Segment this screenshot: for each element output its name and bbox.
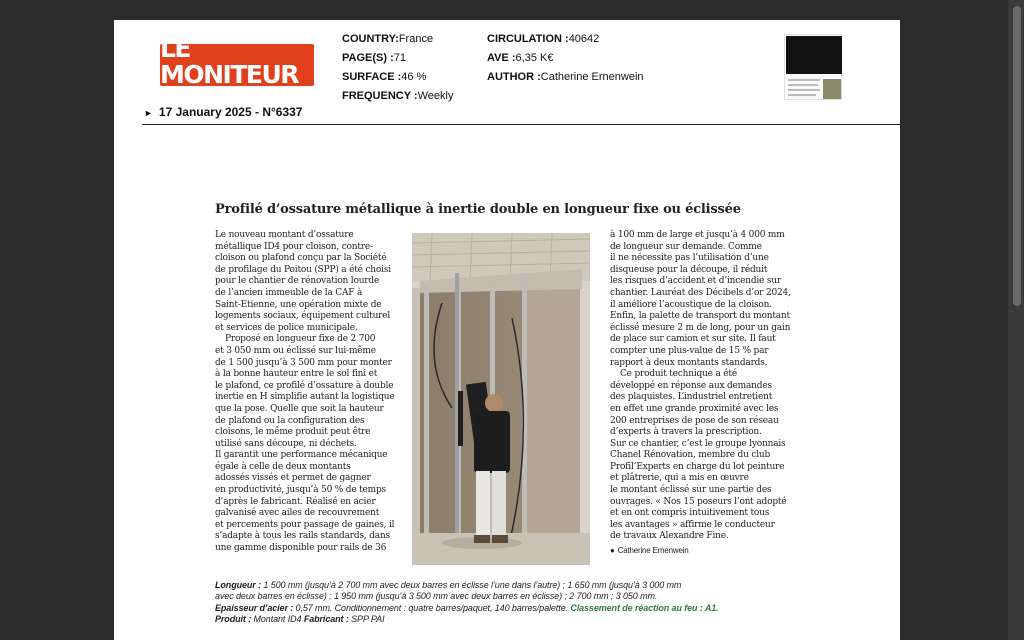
clipping-header [114, 20, 900, 126]
thumbnail-text-line [788, 79, 820, 81]
article-line: le plafond, ce profilé d’ossature à double [215, 380, 394, 391]
thumbnail-image [823, 79, 841, 99]
article-line: d’experts à travers la prescription. [610, 427, 762, 438]
article-line: chantier. Lauréat des Décibels d’or 2024, [610, 287, 791, 298]
surface-value: 46 % [401, 71, 427, 83]
article-line: et plâtrerie, qui a mis en œuvre [610, 473, 749, 484]
article-line: en productivité, jusqu’à 50 % de temps [215, 485, 386, 496]
page-thumbnail[interactable] [784, 34, 842, 100]
article-line: 200 entreprises de pose de son réseau [610, 415, 779, 426]
article-line: et 3 050 mm ou éclissé sur lui-même [215, 345, 376, 356]
article-column-1 [215, 230, 395, 555]
article-line: et en ont compris intuitivement tous [610, 508, 770, 519]
article-line: éclissé mesure 2 m de long, pour un gain [610, 322, 791, 333]
article-line: galvanisé avec ailes de recouvrement [215, 508, 380, 519]
article-title: Profilé d’ossature métallique à inertie double en longueur fixe ou éclissée [215, 202, 741, 217]
article-line: Le nouveau montant d’ossature [215, 230, 354, 240]
logo-subtitle: DES TRAVAUX PUBLICS ET DU BATIMENT [191, 89, 283, 94]
issue-text: 17 January 2025 - N°6337 [158, 105, 303, 119]
article-line: que la pose. Quelle que soit la hauteur [215, 403, 384, 414]
spec-thickness-label: Epaisseur d’acier : [215, 602, 294, 613]
article-line: de 1 500 jusqu’à 3 500 mm pour monter [215, 357, 392, 368]
article-line: Saint-Etienne, une opération mixte de [215, 299, 382, 310]
spec-manufacturer-text: SPP PAI [348, 614, 385, 625]
spec-length-label: Longueur : [215, 580, 261, 590]
frequency-label: FREQUENCY : [342, 90, 418, 102]
scrollbar-thumb[interactable] [1013, 6, 1021, 306]
author-value: Catherine Ernenwein [540, 71, 644, 83]
article-line: Il garantit une performance mécanique [215, 450, 388, 461]
article-line: s’adapte à tous les rails standards, dans [215, 531, 390, 542]
article-line: égale à celle de deux montants [215, 461, 351, 472]
article-line: de profilage du Poitou (SPP) a été choisi [215, 264, 391, 275]
article-line: de plafond ou la configuration des [215, 415, 365, 426]
article-line: Profil’Experts en charge du lot peinture [610, 461, 785, 472]
article-line: pour le chantier de rénovation lourde [215, 276, 380, 287]
article-column-3 [610, 230, 792, 557]
author-label: AUTHOR : [487, 71, 541, 83]
circulation-label: CIRCULATION : [487, 33, 569, 45]
product-specs [215, 580, 719, 626]
bullet-arrow-icon: ► [144, 108, 153, 118]
article-photo [412, 233, 590, 565]
article-byline [610, 545, 792, 557]
article-line: Proposé en longueur fixe de 2 700 [225, 334, 376, 345]
le-moniteur-logo [160, 34, 314, 94]
article-line: les avantages » affirme le conducteur [610, 519, 775, 530]
frequency-value: Weekly [417, 90, 454, 102]
article-line: métallique ID4 pour cloison, contre- [215, 241, 373, 252]
surface-label: SURFACE : [342, 71, 402, 83]
article-line: adossés vissés et permet de gagner [215, 473, 371, 484]
article-line: de longueur sur demande. Comme [610, 241, 762, 252]
header-divider [142, 124, 900, 125]
article-line: le montant éclissé sur une partie des [610, 485, 772, 496]
article-line: utilisé sans découpe, ni déchets. [215, 438, 357, 449]
ave-label: AVE : [487, 52, 516, 64]
issue-date [144, 105, 302, 119]
article-line: et percements pour passage de gaines, il [215, 519, 395, 530]
article-line: rapport à deux montants standards. [610, 357, 768, 368]
article-line: Chanel Rénovation, membre du club [610, 450, 771, 461]
article-line: Ce produit technique a été [620, 369, 737, 380]
article-line: cloison ou plafond conçu par la Société [215, 253, 387, 264]
article-line: en effet une grande proximité avec les [610, 403, 779, 414]
article-line: compter une plus-value de 15 % par [610, 345, 769, 356]
circulation-value: 40642 [568, 33, 600, 45]
article-line: une gamme disponible pour rails de 36 [215, 543, 387, 554]
spec-manufacturer-label: Fabricant : [303, 614, 349, 625]
article-line: développé en réponse aux demandes [610, 380, 772, 391]
spec-product-text: Montant ID4 [251, 614, 304, 625]
spec-product-label: Produit : [215, 614, 252, 625]
country-label: COUNTRY: [342, 33, 399, 45]
article-line: inertie en H simplifie autant la logistique [215, 392, 395, 403]
article-line: des plaquistes. L’industriel entretient [610, 392, 773, 403]
article-line: d’après le fabricant. Réalisé en acier [215, 496, 376, 507]
meta-left [342, 30, 453, 106]
country-value: France [398, 33, 434, 45]
logo-text: LE MONITEUR [160, 34, 299, 89]
photo-illustration [412, 233, 590, 565]
article-line: ouvrages. « Nos 15 poseurs l’ont adopté [610, 496, 787, 507]
meta-right [487, 30, 644, 87]
pages-value: 71 [393, 52, 406, 64]
article-line: Sur ce chantier, c’est le groupe lyonnais [610, 438, 786, 449]
article-line: il ne nécessite pas l’utilisation d’une [610, 253, 769, 264]
spec-length-text: 1 500 mm (jusqu’à 2 700 mm avec deux barres en éclisse l’une dans l’autre) ; 1 650 mm (jusqu’à 3 000 mm [261, 580, 682, 590]
spec-thickness-text: 0,57 mm. Conditionnement : quatre barres/paquet, 140 barres/palette. [293, 602, 571, 613]
viewer-scrollbar[interactable] [1008, 0, 1024, 640]
article-line: Enfin, la palette de transport du montant [610, 311, 790, 322]
article-line: à la bonne hauteur entre le sol fini et [215, 369, 378, 380]
thumbnail-text-line [788, 89, 820, 91]
byline-author: Catherine Ernenwein [617, 546, 689, 556]
article-line: les risques d’accident et d’incendie sur [610, 276, 781, 287]
ave-value: 6,35 K€ [515, 52, 554, 64]
spec-length-text-cont: avec deux barres en éclisse) ; 1 950 mm (jusqu’à 3 500 mm avec deux barres en éclisse) ; 2 700 mm ; 3 050 mm. [215, 591, 658, 602]
article-line: et services de police municipale. [215, 322, 358, 333]
document-page [114, 20, 900, 640]
byline-bullet-icon: ● [610, 546, 615, 556]
article-line: cloisons, le même produit peut être [215, 427, 371, 438]
thumbnail-redacted-block [786, 36, 842, 74]
article-line: disqueuse pour la découpe, il réduit [610, 264, 768, 275]
article-line: il améliore l’acoustique de la cloison. [610, 299, 772, 310]
article-line: à 100 mm de large et jusqu’à 4 000 mm [610, 230, 785, 240]
pages-label: PAGE(S) : [342, 52, 394, 64]
article-line: logements sociaux, équipement culturel [215, 311, 391, 322]
thumbnail-text-line [788, 84, 818, 86]
spec-fire-class: Classement de réaction au feu : A1. [570, 602, 719, 613]
article-line: de travaux Alexandre Fine. [610, 531, 729, 542]
article-line: de place sur camion et sur site. Il faut [610, 334, 776, 345]
article-line: de l’ancien immeuble de la CAF à [215, 287, 363, 298]
thumbnail-text-line [788, 94, 816, 96]
